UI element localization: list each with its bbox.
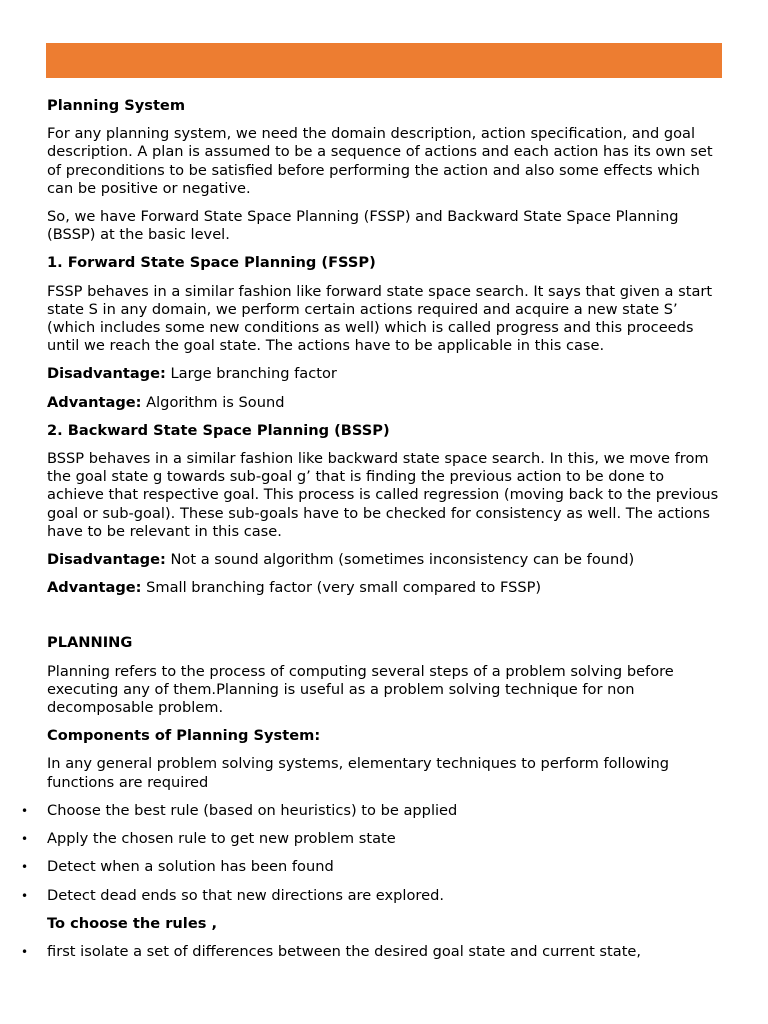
planning-heading: PLANNING — [47, 634, 133, 652]
components-heading: Components of Planning System: — [47, 727, 321, 745]
list-item — [21, 858, 723, 876]
bssp-advantage-text: Small branching factor (very small compared to FSSP) — [141, 579, 542, 597]
list-item-text: first isolate a set of differences between the desired goal state and current state, — [47, 942, 642, 960]
bssp-disadvantage-label: Disadvantage: — [47, 551, 166, 569]
bullet-icon: • — [21, 860, 29, 875]
fssp-advantage — [47, 394, 723, 412]
list-item — [21, 942, 723, 961]
list-item-text: Detect dead ends so that new directions are explored. — [47, 886, 444, 904]
planning-body: Planning refers to the process of computing several steps of a problem solving before executing any of them.Planning is useful as a problem solving technique for non decomposable problem. — [47, 662, 674, 717]
bssp-body: BSSP behaves in a similar fashion like backward state space search. In this, we move from the goal state g towards sub-goal g’ that is finding the previous action to be done to achieve that respective goal. This process is called regression (moving back to the previous goal or sub-goal). These sub-goals have to be checked for consistency as well. The actions have to be relevant in this case. — [47, 450, 719, 540]
section-title-planning-system: Planning System — [47, 97, 186, 114]
fssp-disadvantage — [47, 365, 723, 383]
section-spacer — [47, 607, 723, 634]
bullet-icon: • — [21, 803, 29, 818]
rules-heading: To choose the rules , — [47, 914, 218, 932]
bssp-advantage-label: Advantage: — [47, 579, 142, 597]
bssp-heading: 2. Backward State Space Planning (BSSP) — [47, 421, 390, 439]
rules-list — [21, 942, 723, 961]
list-item — [21, 801, 723, 820]
fssp-advantage-label: Advantage: — [47, 393, 142, 411]
bullet-icon: • — [21, 888, 29, 903]
components-list — [21, 801, 723, 905]
fssp-advantage-text: Algorithm is Sound — [141, 393, 285, 411]
bssp-disadvantage — [47, 551, 723, 569]
list-item — [21, 886, 723, 905]
fssp-disadvantage-text: Large branching factor — [165, 365, 337, 383]
bssp-advantage — [47, 579, 723, 597]
list-item-text: Apply the chosen rule to get new problem state — [47, 830, 396, 848]
bullet-icon: • — [21, 832, 29, 847]
planning-system-summary: So, we have Forward State Space Planning (FSSP) and Backward State Space Planning (BSSP) at the basic level. — [47, 208, 679, 244]
orange-header-banner — [46, 43, 722, 78]
bssp-disadvantage-text: Not a sound algorithm (sometimes inconsistency can be found) — [165, 551, 635, 569]
components-intro: In any general problem solving systems, elementary techniques to perform following functions are required — [47, 755, 670, 791]
fssp-heading: 1. Forward State Space Planning (FSSP) — [47, 254, 376, 272]
planning-system-intro: For any planning system, we need the domain description, action specification, and goal description. A plan is assumed to be a sequence of actions and each action has its own set of preconditions to be satisfied before performing the action and also some effects which can be positive or negative. — [47, 125, 713, 197]
fssp-disadvantage-label: Disadvantage: — [47, 365, 166, 383]
list-item-text: Choose the best rule (based on heuristics) to be applied — [47, 801, 458, 819]
list-item-text: Detect when a solution has been found — [47, 858, 334, 876]
fssp-body: FSSP behaves in a similar fashion like forward state space search. It says that given a start state S in any domain, we perform certain actions required and acquire a new state S’ (which includes some new conditions as well) which is called progress and this proceeds until we reach the goal state. The actions have to be applicable in this case. — [47, 282, 713, 355]
bullet-icon: • — [21, 944, 29, 959]
document-content — [21, 97, 723, 971]
list-item — [21, 830, 723, 848]
